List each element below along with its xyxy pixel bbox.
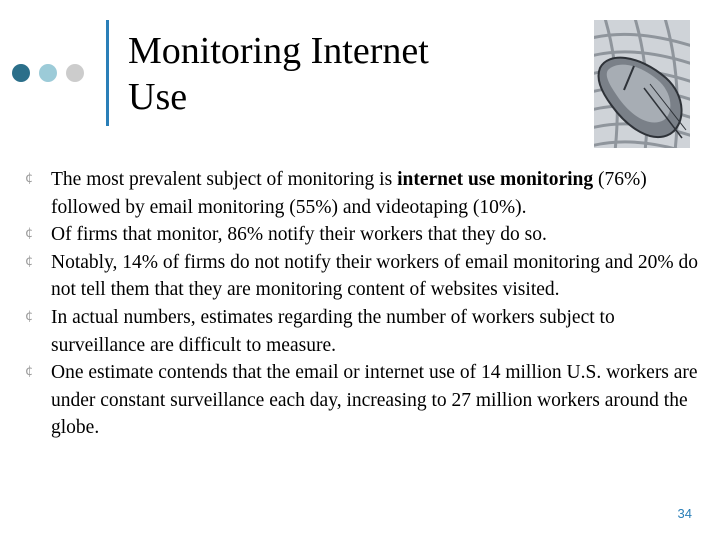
bullet-text: In actual numbers, estimates regarding the number of workers subject to surveillance are difficult to measure. (51, 306, 615, 356)
list-item (24, 359, 704, 442)
slide-title (128, 28, 568, 120)
bullet-text: Notably, 14% of firms do not notify their workers of email monitoring and 20% do not tell them that they are monitoring content of websites visited. (51, 251, 698, 301)
list-item (24, 221, 704, 249)
list-item (24, 249, 704, 304)
list-item (24, 304, 704, 359)
title-line-1: Monitoring Internet (128, 30, 429, 72)
bullet-icon: ¢ (25, 253, 34, 269)
dot-light-blue (39, 64, 57, 82)
bullet-icon: ¢ (25, 171, 34, 186)
page-number: 34 (677, 506, 692, 521)
bullet-emphasis: internet use monitoring (397, 169, 594, 190)
computer-mouse-icon (594, 20, 690, 148)
bullet-icon: ¢ (25, 364, 34, 380)
list-item (24, 166, 704, 221)
bullet-text-continued: (76%) followed by email monitoring (55%) and videotaping (10%). (51, 169, 647, 218)
title-divider (106, 20, 109, 126)
bullet-icon: ¢ (25, 226, 34, 242)
bullet-icon: ¢ (25, 308, 34, 324)
bullet-text: One estimate contends that the email or internet use of 14 million U.S. workers are under constant surveillance each day, increasing to 27 million workers around the globe. (51, 362, 698, 439)
title-line-2: Use (128, 76, 188, 118)
dot-dark (12, 64, 30, 82)
bullet-list (24, 166, 704, 442)
bullet-text: Of firms that monitor, 86% notify their workers that they do so. (51, 224, 547, 246)
dot-gray (66, 64, 84, 82)
bullet-text: The most prevalent subject of monitoring is (51, 169, 398, 190)
